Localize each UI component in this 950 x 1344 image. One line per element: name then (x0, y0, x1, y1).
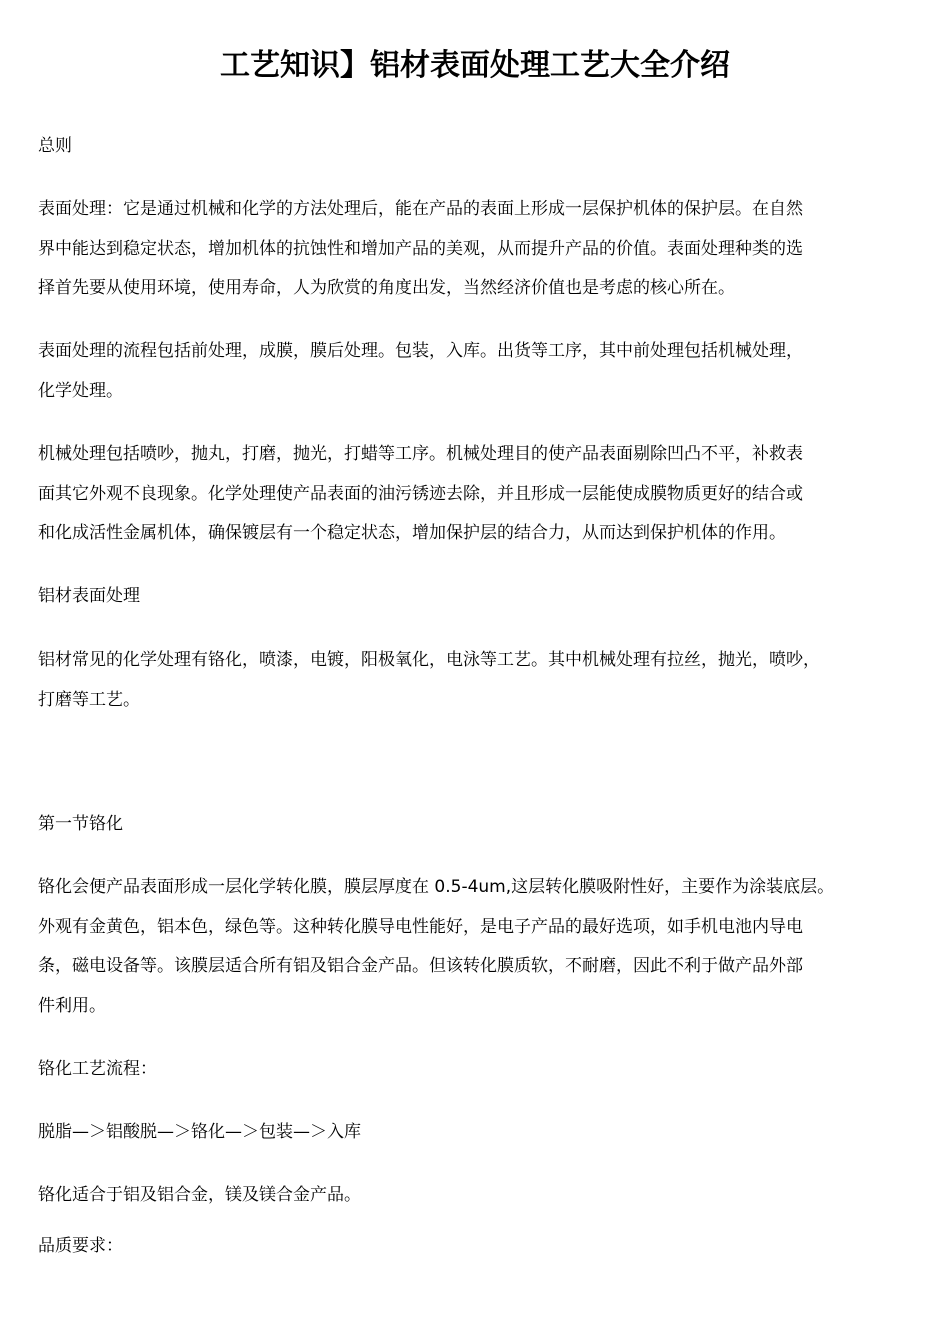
heading-section1: 第一节铬化 (38, 814, 123, 834)
paragraph-chromate (38, 868, 904, 1026)
paragraph-line: 外观有金黄色，铝本色，绿色等。这种转化膜导电性能好，是电子产品的最好选项，如手机电池内导电 (38, 916, 803, 937)
heading-process: 铬化工艺流程： (38, 1059, 157, 1079)
paragraph-applicable: 铬化适合于铝及铝合金，镁及镁合金产品。 (38, 1185, 361, 1205)
paragraph-line: 铝材常见的化学处理有铬化，喷漆，电镀，阳极氧化，电泳等工艺。其中机械处理有拉丝，抛光，喷吵， (38, 650, 820, 670)
paragraph-line: 打磨等工艺。 (38, 689, 140, 710)
paragraph-intro (38, 190, 904, 309)
paragraph-line: 件利用。 (38, 995, 106, 1016)
paragraph-process-flow: 脱脂—＞铝酸脱—＞铬化—＞包装—＞入库 (38, 1122, 361, 1142)
paragraph-aluminum (38, 641, 904, 720)
heading-quality: 品质要求： (38, 1236, 123, 1256)
paragraph-line: 表面处理的流程包括前处理，成膜，膜后处理。包装，入库。出货等工序，其中前处理包括机械处理， (38, 341, 803, 361)
paragraph-line: 机械处理包括喷吵，抛丸，打磨，抛光，打蜡等工序。机械处理目的使产品表面剔除凹凸不平，补救表 (38, 444, 803, 464)
paragraph-flow (38, 332, 904, 411)
paragraph-line: 条，磁电设备等。该膜层适合所有铝及铝合金产品。但该转化膜质软，不耐磨，因此不利于做产品外部 (38, 956, 803, 976)
heading-aluminum: 铝材表面处理 (38, 586, 140, 606)
paragraph-line: 择首先要从使用环境，使用寿命，人为欣赏的角度出发，当然经济价值也是考虑的核心所在。 (38, 278, 735, 298)
paragraph-line: 铬化会便产品表面形成一层化学转化膜，膜层厚度在 0.5-4um,这层转化膜吸附性好，主要作为涂装底层。 (38, 877, 835, 897)
paragraph-mechanical (38, 435, 904, 554)
paragraph-line: 界中能达到稳定状态，增加机体的抗蚀性和增加产品的美观，从而提升产品的价值。表面处理种类的选 (38, 238, 803, 259)
paragraph-line: 和化成活性金属机体，确保镀层有一个稳定状态，增加保护层的结合力，从而达到保护机体的作用。 (38, 523, 786, 543)
paragraph-line: 表面处理：它是通过机械和化学的方法处理后，能在产品的表面上形成一层保护机体的保护层。在自然 (38, 199, 803, 219)
paragraph-line: 面其它外观不良现象。化学处理使产品表面的油污锈迹去除，并且形成一层能使成膜物质更好的结合或 (38, 483, 803, 504)
paragraph-line: 化学处理。 (38, 380, 123, 401)
document-title: 工艺知识】铝材表面处理工艺大全介绍 (220, 48, 730, 83)
heading-general: 总则 (38, 136, 72, 156)
